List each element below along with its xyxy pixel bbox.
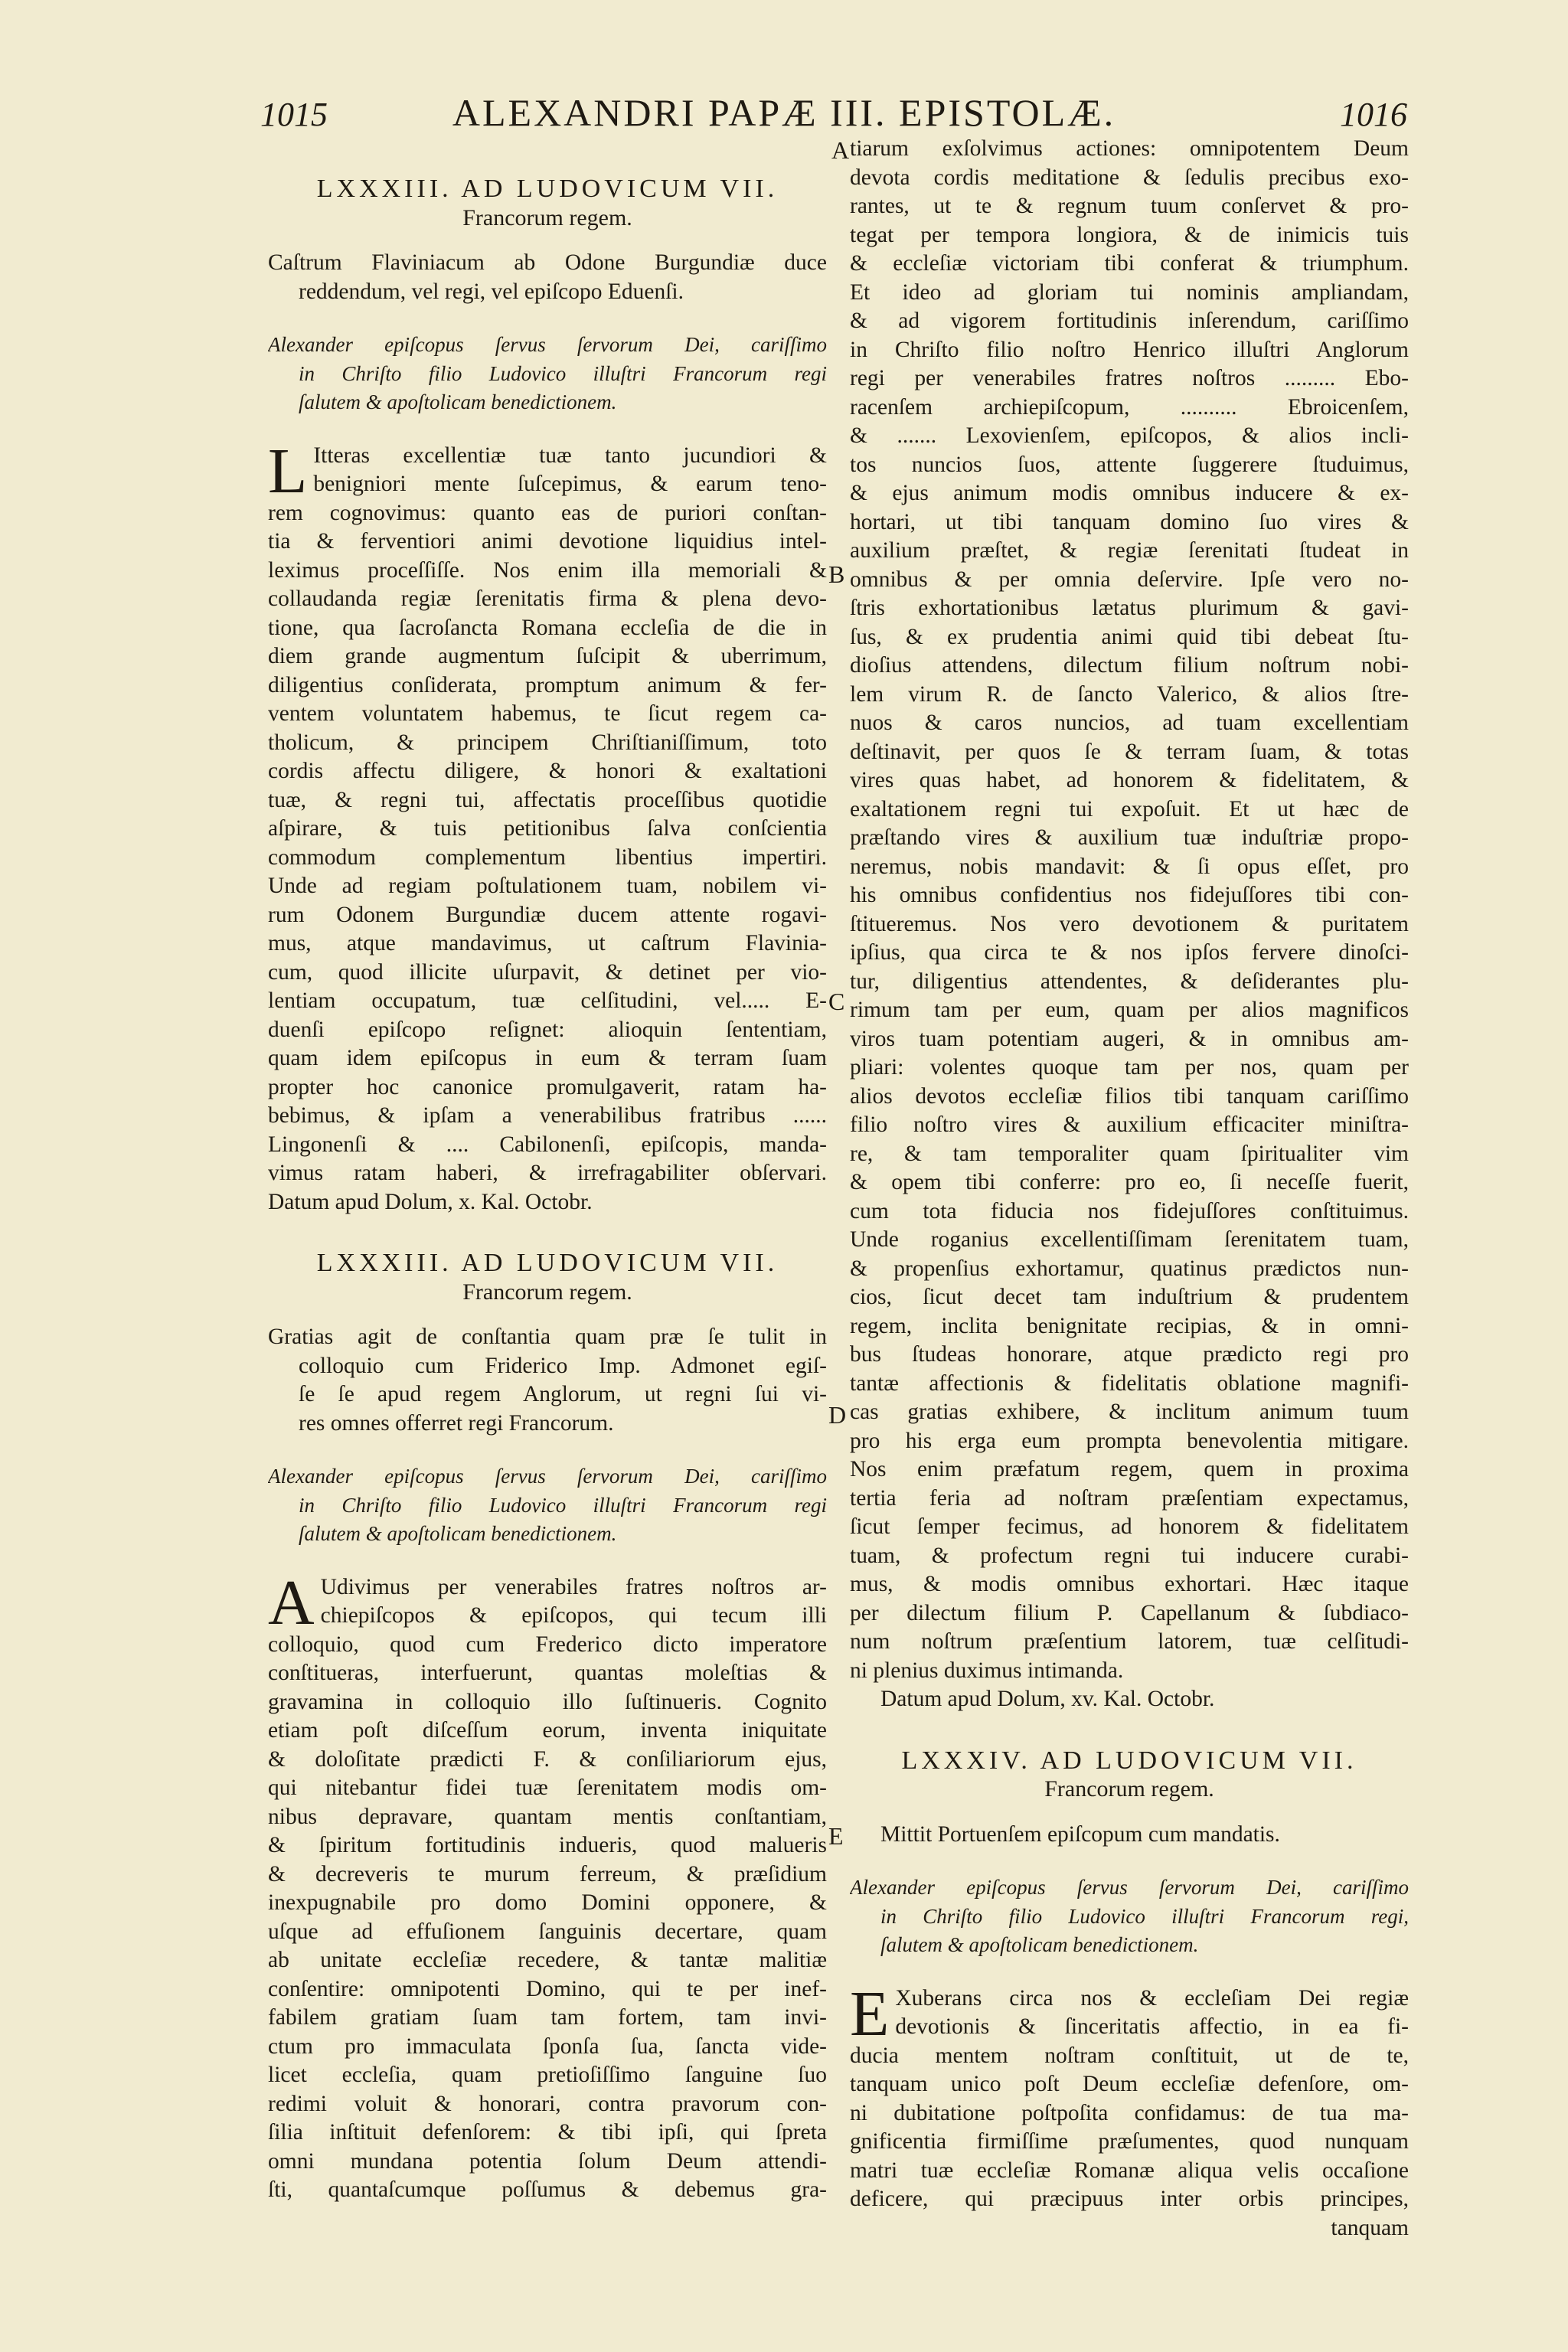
body-line: dioſius attendens, dilectum filium noſtrum nobi- — [850, 653, 1409, 678]
letter-83 — [268, 175, 827, 1217]
letter-heading: LXXXIII. AD LUDOVICUM VII. — [316, 175, 779, 203]
body-line: ni dubitatione poſtpoſita confidamus: de tua ma- — [850, 2100, 1409, 2125]
body-line: tiarum exſolvimus actiones: omnipotentem Deum — [850, 136, 1409, 161]
body-line: ctum pro immaculata ſponſa ſua, ſancta vide- — [268, 2034, 827, 2059]
body-line: & ejus animum modis omnibus inducere & ex- — [850, 481, 1409, 505]
letter-heading: LXXXIII. AD LUDOVICUM VII. — [316, 1249, 779, 1277]
body-line: pro his erga eum prompta benevolentia mitigare. — [850, 1428, 1409, 1453]
body-line: tantæ affectionis & fidelitatis oblatione magnifi- — [850, 1370, 1409, 1396]
body-line: & doloſitate prædicti F. & conſiliariorum ejus, — [268, 1746, 827, 1772]
letter-subheading: Francorum regem. — [462, 1279, 632, 1305]
body-line: re, & tam temporaliter quam ſpiritualiter vim — [850, 1141, 1409, 1166]
body-line: regi per venerabiles fratres noſtros ......... Ebo- — [850, 366, 1409, 390]
letter-summary — [268, 1323, 827, 1438]
body-line: cum, quod illicite uſurpavit, & detinet per vio- — [268, 959, 827, 985]
body-line: tos nuncios ſuos, attente ſuggerere ſtuduimus, — [850, 452, 1409, 477]
body-line: Unde roganius excellentiſſimam ſerenitatem tuam, — [850, 1227, 1409, 1252]
margin-letter-c: C — [828, 988, 845, 1015]
letter-body — [268, 435, 827, 1217]
drop-cap: E — [850, 1978, 890, 2050]
body-line: ab unitate eccleſiæ recedere, & tantæ malitiæ — [268, 1948, 827, 1972]
margin-letter-a: A — [831, 136, 850, 164]
body-line: Et ideo ad gloriam tui nominis ampliandam, — [850, 279, 1409, 305]
body-line: Unde ad regiam poſtulationem tuam, nobilem vi- — [268, 874, 827, 898]
body-line: num noſtrum præſentium latorem, tuæ celſitudi- — [850, 1629, 1409, 1654]
body-line: licet eccleſia, quam pretioſiſſimo ſanguine ſuo — [268, 2063, 827, 2087]
letter-salutation — [268, 331, 827, 417]
body-line: Nos enim præfatum regem, quem in proxima — [850, 1457, 1409, 1481]
page-number-left: 1015 — [260, 96, 328, 133]
salutation-line: Alexander epiſcopus ſervus ſervorum Dei, cariſſimo — [268, 1465, 827, 1488]
body-line: his omnibus confidentius nos fidejuſſores tibi con- — [850, 883, 1409, 907]
body-line: diem grande augmentum ſuſcipit & uberrimum, — [268, 644, 827, 668]
body-line: cios, ſicut decet tam induſtrium & prudentem — [850, 1285, 1409, 1309]
body-line: conſtitueras, interfuerunt, quantas moleſtias & — [268, 1661, 827, 1685]
letter-subheading: Francorum regem. — [1044, 1776, 1214, 1802]
body-line: matri tuæ eccleſiæ Romanæ aliqua velis occaſione — [850, 2158, 1409, 2183]
body-line: cas gratias exhibere, & inclitum animum tuum — [850, 1400, 1409, 1424]
body-line: aſpirare, & tuis petitionibus ſalva conſcientia — [268, 816, 827, 841]
body-line: nibus depravare, quantam mentis conſtantiam, — [268, 1804, 827, 1829]
body-line: deſtinavit, per quos ſe & terram ſuam, & totas — [850, 739, 1409, 764]
body-line: tur, diligentius attendentes, & deſiderantes plu- — [850, 969, 1409, 994]
body-line: tione, qua ſacroſancta Romana eccleſia de die in — [268, 615, 827, 640]
letter-body — [268, 1566, 827, 2205]
body-line: præſtando vires & auxilium tuæ induſtriæ propo- — [850, 825, 1409, 850]
letter-salutation — [850, 1873, 1409, 1960]
body-line: omni mundana potentia ſolum Deum attendi- — [268, 2148, 827, 2174]
salutation-line: in Chriſto filio Ludovico illuſtri Francorum regi — [299, 1493, 827, 1517]
right-column — [850, 135, 1409, 2243]
body-line: hortari, ut tibi tanquam domino ſuo vires & — [850, 509, 1409, 534]
body-line: chiepiſcopos & epiſcopos, qui tecum illi — [320, 1603, 827, 1628]
body-line: colloquio, quod cum Frederico dicto imperatore — [268, 1632, 827, 1657]
summary-line: colloquio cum Friderico Imp. Admonet egiſ- — [299, 1353, 827, 1378]
letter-salutation — [268, 1462, 827, 1549]
body-line: inexpugnabile pro domo Domini opponere, & — [268, 1890, 827, 1915]
body-line: tertia feria ad noſtram præſentiam expectamus, — [850, 1485, 1409, 1511]
summary-line: Gratias agit de conſtantia quam præ ſe tulit in — [268, 1325, 827, 1349]
body-line: rantes, ut te & regnum tuum conſervet & pro- — [850, 194, 1409, 218]
summary-line: Caſtrum Flaviniacum ab Odone Burgundiæ duce — [268, 250, 827, 275]
body-line: tia & ferventiori animi devotione liquidius intel- — [268, 529, 827, 554]
margin-letter-b: B — [828, 560, 845, 588]
body-line: alios devotos eccleſiæ filios tibi tanquam cariſſimo — [850, 1083, 1409, 1109]
salutation-line: in Chriſto filio Ludovico illuſtri Francorum regi — [299, 361, 827, 385]
body-line: tholicum, & principem Chriſtianiſſimum, toto — [268, 730, 827, 755]
body-line: per dilectum filium P. Capellanum & ſubdiaco- — [850, 1600, 1409, 1625]
summary-line: res omnes offerret regi Francorum. — [299, 1410, 614, 1436]
body-line: vimus ratam haberi, & irrefragabiliter obſervari. — [268, 1161, 827, 1185]
body-line: etiam poſt diſceſſum eorum, inventa iniquitate — [268, 1718, 827, 1743]
body-line: & decreveris te murum ferreum, & præſidium — [268, 1861, 827, 1886]
salutation-line: ſalutem & apoſtolicam benedictionem. — [299, 1522, 617, 1545]
letter-summary — [268, 249, 827, 306]
body-line: Itteras excellentiæ tuæ tanto jucundiori & — [313, 443, 827, 468]
body-line: & ad vigorem fortitudinis inſerendum, cariſſimo — [850, 309, 1409, 333]
datum-line: Datum apud Dolum, xv. Kal. Octobr. — [880, 1687, 1215, 1711]
body-line: gnificentia firmiſſime præſumentes, quod nunquam — [850, 2129, 1409, 2154]
body-line: ſus, & ex prudentia animi quid tibi debeat ſtu- — [850, 624, 1409, 649]
body-line: ſtitueremus. Nos vero devotionem & puritatem — [850, 911, 1409, 936]
letter-subheading: Francorum regem. — [462, 204, 632, 230]
body-line: omnibus & per omnia deſervire. Ipſe vero no- — [850, 567, 1409, 592]
body-line: bebimus, & ipſam a venerabilibus fratribus ...... — [268, 1103, 827, 1128]
body-line: quam idem epiſcopus in eum & terram ſuam — [268, 1046, 827, 1070]
body-line: nuos & caros nuncios, ad tuam excellentiam — [850, 710, 1409, 735]
page-number-right: 1016 — [1340, 96, 1407, 133]
body-line: regem, inclita benignitate recipias, & in omni- — [850, 1313, 1409, 1338]
body-line: & ....... Lexovienſem, epiſcopos, & alios incli- — [850, 423, 1409, 448]
body-line: cordis affectu diligere, & honori & exaltationi — [268, 759, 827, 783]
body-line: lentiam occupatum, tuæ celſitudini, vel..... E- — [268, 988, 827, 1013]
body-line: ſicut ſemper fecimus, ad honorem & fidelitatem — [850, 1514, 1409, 1539]
summary-line: ſe ſe apud regem Anglorum, ut regni ſui vi- — [299, 1382, 827, 1406]
body-line: commodum complementum libentius impertiri. — [268, 844, 827, 870]
body-line: duenſi epiſcopo reſignet: alioquin ſententiam, — [268, 1017, 827, 1042]
body-line: tuæ, & regni tui, affectatis proceſſibus quotidie — [268, 787, 827, 812]
body-line: Datum apud Dolum, x. Kal. Octobr. — [268, 1189, 593, 1214]
body-line: ſti, quantaſcumque poſſumus & debemus gra- — [268, 2177, 827, 2202]
body-line: Xuberans circa nos & eccleſiam Dei regiæ — [895, 1985, 1409, 2011]
body-line: fabilem gratiam ſuam tam fortem, tam invi- — [268, 2005, 827, 2030]
body-line: ipſius, qua circa te & nos ipſos fervere dinoſci- — [850, 940, 1409, 965]
body-line: uſque ad effuſionem ſanguinis decertare, quam — [268, 1919, 827, 1944]
salutation-line: Alexander epiſcopus ſervus ſervorum Dei, cariſſimo — [268, 333, 827, 356]
body-line: filio noſtro vires & auxilium efficaciter miniſtra- — [850, 1112, 1409, 1137]
body-line: viros tuam potentiam augeri, & in omnibus am- — [850, 1026, 1409, 1051]
left-column — [268, 167, 827, 2205]
summary-line: reddendum, vel regi, vel epiſcopo Eduenſi. — [299, 279, 684, 304]
body-line: propter hoc canonice promulgaverit, ratam ha- — [268, 1074, 827, 1099]
body-line: devota cordis meditatione & ſedulis precibus exo- — [850, 165, 1409, 190]
body-line: diligentius conſiderata, promptum animum & fer- — [268, 672, 827, 697]
summary-line: Mittit Portuenſem epiſcopum cum mandatis. — [880, 1821, 1280, 1847]
body-line: tuam, & profectum regni tui inducere curabi- — [850, 1543, 1409, 1568]
body-line: tanquam unico poſt Deum eccleſiæ defenſore, om- — [850, 2072, 1409, 2096]
drop-cap: A — [268, 1566, 315, 1638]
body-line: bus ſtudeas honorare, atque prædicto regi pro — [850, 1342, 1409, 1367]
body-line: ni plenius duximus intimanda. — [850, 1658, 1124, 1683]
body-line: mus, atque mandavimus, ut caſtrum Flavinia- — [268, 931, 827, 956]
body-line: rem cognovimus: quanto eas de puriori conſtan- — [268, 500, 827, 525]
body-line: Lingonenſi & .... Cabilonenſi, epiſcopis, manda- — [268, 1132, 827, 1157]
body-line: & propenſius exhortamur, quatinus prædictos nun- — [850, 1256, 1409, 1281]
body-line: redimi voluit & honorari, contra pravorum con- — [268, 2091, 827, 2116]
body-line: rimum tam per eum, quam per alios magnificos — [850, 998, 1409, 1022]
letter-83b-continuation — [850, 135, 1409, 1714]
body-line: collaudanda regiæ ſerenitatis firma & plena devo- — [268, 586, 827, 611]
body-line: lem virum R. de ſancto Valerico, & alios ſtre- — [850, 681, 1409, 707]
body-line: neremus, nobis mandavit: & ſi opus eſſet, pro — [850, 854, 1409, 879]
body-line: racenſem archiepiſcopum, .......... Ebroicenſem, — [850, 394, 1409, 420]
running-title: ALEXANDRI PAPÆ III. EPISTOLÆ. — [452, 91, 1116, 134]
body-line: benigniori mente ſuſcepimus, & earum teno- — [313, 472, 827, 496]
body-line: devotionis & ſinceritatis affectio, in ea fi- — [895, 2014, 1409, 2039]
body-line: leximus proceſſiſſe. Nos enim illa memoriali & — [268, 557, 827, 583]
margin-letter-e: E — [828, 1822, 844, 1850]
letter-body — [850, 1978, 1409, 2243]
body-line: ducia mentem noſtram conſtituit, ut de te, — [850, 2043, 1409, 2068]
body-line: auxilium præſtet, & regiæ ſerenitati ſtudeat in — [850, 538, 1409, 563]
body-line: ventem voluntatem habemus, te ſicut regem ca- — [268, 701, 827, 726]
body-line: gravamina in colloquio illo ſuſtinueris. Cognito — [268, 1689, 827, 1714]
body-line: vires quas habet, ad honorem & fidelitatem, & — [850, 768, 1409, 792]
body-line: & opem tibi conferre: pro eo, ſi neceſſe fuerit, — [850, 1170, 1409, 1194]
margin-letter-d: D — [828, 1401, 847, 1429]
body-line: in Chriſto filio noſtro Henrico illuſtri Anglorum — [850, 337, 1409, 362]
body-line: ſtris exhortationibus lætatus plurimum & gavi- — [850, 596, 1409, 620]
catchword: tanquam — [1331, 2215, 1409, 2240]
body-line: ſilia inſtituit defenſorem: & tibi ipſi, qui ſpreta — [268, 2120, 827, 2145]
salutation-line: Alexander epiſcopus ſervus ſervorum Dei, cariſſimo — [850, 1876, 1409, 1899]
body-line: rum Odonem Burgundiæ ducem attente rogavi- — [268, 902, 827, 927]
letter-summary — [850, 1821, 1409, 1850]
body-line: conſentire: omnipotenti Domino, qui te per inef- — [268, 1976, 827, 2001]
body-line: & eccleſiæ victoriam tibi conferat & triumphum. — [850, 251, 1409, 276]
salutation-line: ſalutem & apoſtolicam benedictionem. — [299, 390, 617, 413]
body-line: exaltationem regni tui expoſuit. Et ut hæc de — [850, 796, 1409, 822]
salutation-line: ſalutem & apoſtolicam benedictionem. — [880, 1933, 1199, 1956]
letter-83b — [268, 1249, 827, 2205]
body-line: Udivimus per venerabiles fratres noſtros ar- — [320, 1574, 827, 1599]
drop-cap: L — [268, 435, 308, 507]
body-line: cum tota fiducia nos fidejuſſores conſtituimus. — [850, 1198, 1409, 1223]
body-line: mus, & modis omnibus exhortari. Hæc itaque — [850, 1572, 1409, 1596]
body-line: deficere, qui præcipuus inter orbis principes, — [850, 2187, 1409, 2211]
letter-84 — [850, 1746, 1409, 2243]
body-line: qui nitebantur fidei tuæ ſerenitatem modis om- — [268, 1775, 827, 1800]
body-line: & ſpiritum fortitudinis indueris, quod malueris — [268, 1833, 827, 1857]
body-line: pliari: volentes quoque tam per nos, quam per — [850, 1055, 1409, 1080]
letter-heading: LXXXIV. AD LUDOVICUM VII. — [901, 1746, 1357, 1775]
body-line: tegat per tempora longiora, & de inimicis tuis — [850, 222, 1409, 247]
salutation-line: in Chriſto filio Ludovico illuſtri Francorum regi, — [880, 1904, 1409, 1928]
